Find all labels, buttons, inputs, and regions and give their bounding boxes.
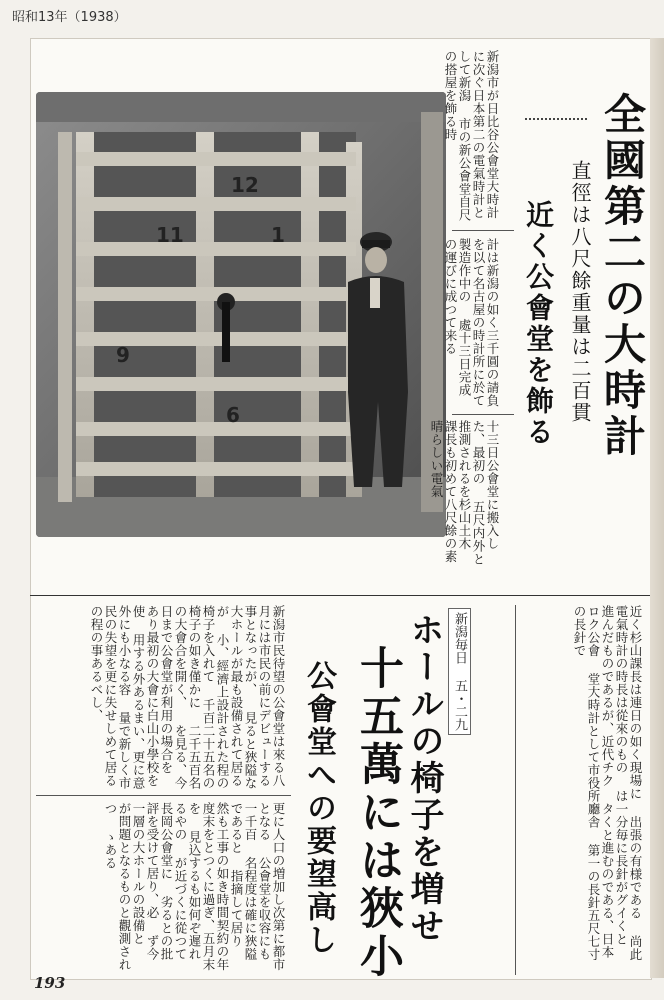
article1-text-7: 課長も初めて八尺餘の素晴らしい電氣: [429, 420, 458, 563]
article2-text-15: 然も工事の如き時間契約の年: [215, 802, 230, 971]
article1-text-13: タくと進むのである、日本ロク公會: [586, 605, 615, 959]
svg-text:12: 12: [231, 173, 259, 197]
column-rule: [515, 605, 516, 975]
clock-photograph: [36, 92, 446, 537]
article1-text-11: は一分毎に長針がグイくと: [614, 789, 629, 946]
article1-text-14: 堂大時計として市役所廳舎: [586, 672, 601, 829]
article1-caption-top: [443, 50, 500, 225]
article2-body-upper: [40, 605, 285, 790]
article2-text-4: 千百二十五名の椅子の如き僅かに: [187, 605, 216, 790]
article2-text-9: 量で新しく市民の失望を更に失せしめて居る: [103, 605, 132, 790]
source-tag: 新潟毎日 五・二九: [448, 608, 471, 735]
article2-text-5: 二千五百名の大會合を開く、: [173, 605, 202, 790]
article2-text-6: を見る、今日まで公會堂が利用の場合を: [159, 605, 188, 790]
svg-text:9: 9: [116, 343, 130, 367]
article1-subhead-2: 近く公會堂を飾る: [522, 200, 555, 448]
article2-text-2: 見ると狹隘な大ホールが最も設備されて居るが: [215, 605, 258, 790]
article2-text-19: 劣るとの批評を受けて居り、必: [145, 802, 174, 961]
article2-body-lower: [40, 802, 285, 972]
article2-text-13: 名程度は確に狹隘であると: [229, 802, 258, 961]
article2-body-rule: [36, 795, 291, 796]
article2-text-10: の程の事あるべし、: [89, 605, 104, 722]
article2-text-3: 小、經濟上設計された程の椅子を入れて: [201, 605, 230, 790]
article1-text-9: 出張の有様である: [628, 815, 643, 920]
svg-text:11: 11: [156, 223, 184, 247]
article1-text-1: 新潟市が日比谷公會堂大時計に次ぐ日本第二の電氣時計として新潟: [457, 50, 500, 219]
article1-text-3: 計は新潟の如く三千圓の請負を以て名古屋の時計所に於て製造作中の: [457, 238, 500, 407]
article-separator: [30, 595, 650, 596]
article2-text-12: 公會堂を収容にも一千百: [243, 802, 272, 961]
article1-text-10: 尚此電氣時計の時長は從來のもの: [614, 605, 643, 961]
article1-text-5: 十三日公會堂に搬入した、最初の: [471, 420, 500, 550]
caption-rule: [452, 230, 514, 231]
article1-text-6: 五尺内外と推測されるを杉山土木: [457, 420, 486, 566]
article1-headline: 全國第二の大時計: [598, 92, 647, 460]
article1-caption-bottom: [429, 420, 500, 570]
article2-text-17: 見込するも如何ぞ遲れるやの: [173, 802, 202, 961]
clock-photo-image: [36, 92, 446, 537]
article2-text-18: が近づくに從つて長岡公會堂に: [159, 802, 188, 961]
article2-text-14: 指摘して居り: [229, 869, 244, 948]
article1-text-8: 近く杉山課長は連日の如く現場に: [628, 605, 643, 800]
article2-text-1: 新潟市民待望の公會堂は來る八月には市民の前にデビューする事となったが、: [243, 605, 286, 787]
article2-text-11: 更に人口の増加し次第に都市となる: [257, 802, 286, 971]
article2-headline-1: ホールの椅子を増せ: [404, 612, 444, 945]
decorative-wave: [525, 118, 587, 122]
article1-text-2: 市の新公會堂自尺の搭屋を飾る時: [443, 50, 472, 222]
article2-text-21: が問題となるものと觀測されつ: [103, 802, 132, 971]
article2-text-7: あり最初の大會に白山小學校を使: [131, 605, 160, 787]
article2-headline-3: 公會堂への要望高し: [301, 660, 336, 957]
article2-text-20: ず今一層の大ホールの設備と: [131, 802, 160, 961]
article1-text-12: 進んだものであるが、近代チク: [600, 605, 615, 787]
article2-text-8: 用する外あるまい、更に意外にも小なる容: [117, 605, 146, 790]
caption-rule-2: [452, 414, 514, 415]
svg-text:1: 1: [271, 223, 285, 247]
article1-caption-mid: [443, 238, 500, 408]
page-number: 193: [34, 974, 66, 992]
running-header: 昭和13年（1938）: [12, 10, 127, 25]
article1-text-4: 處十三日完成の運びに成つて来る: [443, 238, 472, 397]
article1-continuation: [522, 605, 642, 965]
article1-subhead: 直徑は八尺餘重量は二百貫: [568, 160, 592, 424]
article1-text-15: 第一の長針五尺七寸の長針で: [572, 605, 601, 961]
article2-headline-2: 十五萬には狹小: [352, 645, 403, 981]
article2-text-22: ゝある: [103, 830, 118, 870]
svg-text:6: 6: [226, 403, 240, 427]
page-edge: [650, 38, 664, 978]
article2-text-16: 度末をとつくに過ぎ、五月末を: [187, 802, 216, 971]
